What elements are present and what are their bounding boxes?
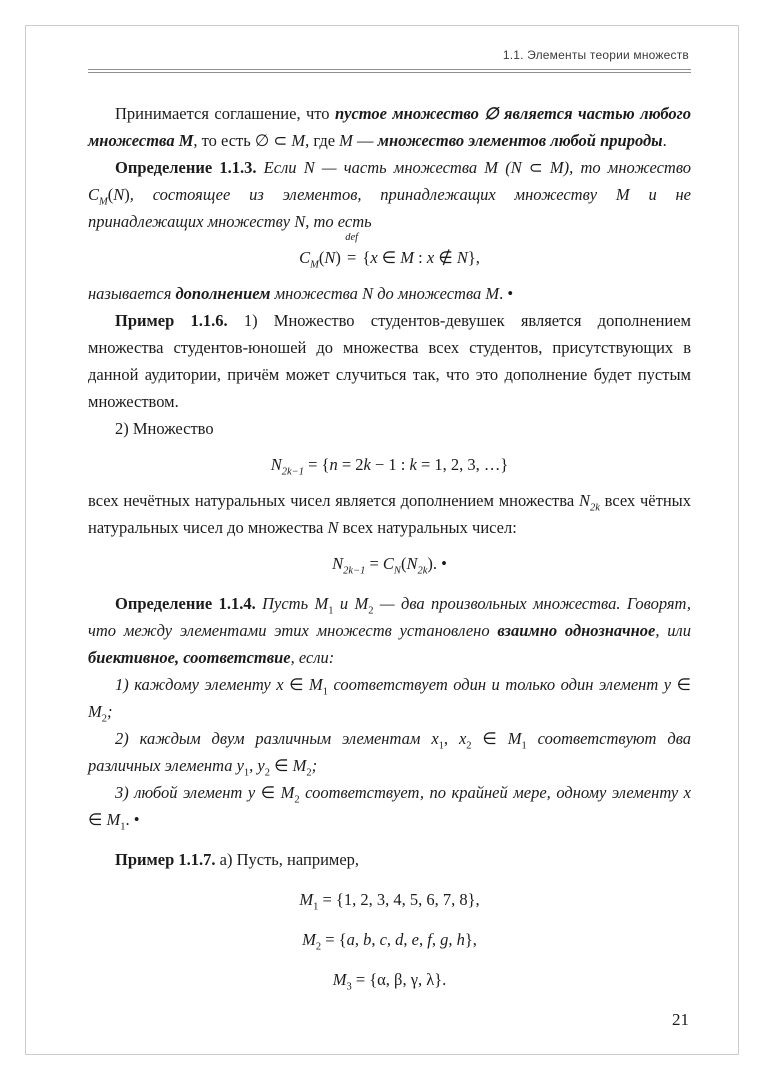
text-run: , bbox=[443, 729, 459, 748]
text-run: M bbox=[485, 284, 500, 303]
text-run: ∈ bbox=[377, 248, 401, 267]
text-run: ∈ bbox=[88, 810, 107, 829]
bijection-condition-3 bbox=[88, 779, 691, 833]
text-run: ∉ bbox=[434, 248, 457, 267]
text-run: 1 bbox=[521, 740, 527, 752]
text-run: ) bbox=[124, 185, 130, 204]
example-1-1-7 bbox=[88, 846, 691, 873]
text-run: взаимно однозначное bbox=[497, 621, 656, 640]
text-run: Пример 1.1.7. bbox=[115, 850, 216, 869]
text-run: M bbox=[615, 185, 630, 204]
text-run: N bbox=[510, 158, 522, 177]
text-run: , или bbox=[655, 621, 691, 640]
text-run: M bbox=[310, 259, 319, 271]
text-run: . • bbox=[125, 810, 140, 829]
text-run: : bbox=[414, 248, 427, 267]
text-run: x bbox=[426, 248, 435, 267]
text-run: M bbox=[299, 890, 314, 909]
text-run: всех натуральных чисел: bbox=[338, 518, 517, 537]
paragraph-called-complement bbox=[88, 280, 691, 307]
text-run: , bbox=[249, 756, 258, 775]
text-run: N bbox=[332, 554, 344, 573]
text-run: = 1, 2, 3, …} bbox=[416, 455, 509, 474]
text-run: 1 bbox=[313, 901, 319, 913]
text-run: ( bbox=[498, 158, 511, 177]
text-run: Определение 1.1.3. bbox=[115, 158, 257, 177]
text-run: N bbox=[456, 248, 468, 267]
text-run: M bbox=[280, 783, 295, 802]
text-run: , bbox=[431, 930, 441, 949]
text-run: 2 bbox=[306, 767, 312, 779]
text-run: N bbox=[327, 518, 339, 537]
text-run: N bbox=[303, 158, 315, 177]
text-run: 1) Множество студентов-девушек является дополнением множества студентов-юношей до множества всех студентов, присутствующих в данной аудитории, причём может случиться так, что это дополнение будет пустым множеством. bbox=[88, 311, 691, 411]
text-run: дополнением bbox=[175, 284, 271, 303]
text-run: M bbox=[332, 970, 347, 989]
formula-odd-naturals bbox=[88, 451, 691, 478]
text-run: 1 bbox=[328, 605, 334, 617]
text-run: 3 bbox=[346, 981, 352, 993]
formula-complement-definition bbox=[88, 232, 691, 271]
text-run: — часть множества bbox=[314, 158, 485, 177]
text-run: , bbox=[403, 930, 412, 949]
text-run: 1 bbox=[243, 767, 250, 779]
text-run: 2 bbox=[101, 713, 107, 725]
page-number: 21 bbox=[672, 1010, 689, 1029]
text-run: d bbox=[395, 930, 404, 949]
text-run: M bbox=[507, 729, 522, 748]
text-run: M bbox=[484, 158, 499, 177]
text-run: . bbox=[662, 131, 667, 150]
text-run: до множества bbox=[373, 284, 486, 303]
formula-complement-odd bbox=[88, 550, 691, 577]
formula-set-m3 bbox=[88, 966, 691, 993]
text-run: ), то множество bbox=[563, 158, 692, 177]
text-run: ; bbox=[311, 756, 318, 775]
text-run: = {1, 2, 3, 4, 5, 6, 7, 8}, bbox=[318, 890, 480, 909]
text-run: ∈ bbox=[283, 675, 309, 694]
text-run: множества bbox=[270, 284, 363, 303]
definition-1-1-3 bbox=[88, 154, 691, 235]
text-run: N bbox=[578, 491, 590, 510]
text-run: ; bbox=[107, 702, 113, 721]
text-run: Принимается соглашение, что bbox=[115, 104, 335, 123]
text-run: , bbox=[419, 930, 428, 949]
text-run: соответствуют два различных элемента bbox=[88, 729, 692, 775]
text-run: называется bbox=[88, 284, 176, 303]
text-run: ∈ bbox=[671, 675, 692, 694]
text-run: x bbox=[276, 675, 284, 694]
text-run: M bbox=[292, 756, 307, 775]
text-run: M bbox=[88, 702, 102, 721]
text-run: M bbox=[308, 675, 323, 694]
text-run: N bbox=[362, 284, 374, 303]
text-run: f bbox=[427, 930, 432, 949]
text-run: k bbox=[409, 455, 417, 474]
text-run: x bbox=[431, 729, 439, 748]
text-run: 2k bbox=[417, 565, 428, 577]
formula-set-m2 bbox=[88, 926, 691, 953]
text-run: всех чётных натуральных чисел до множества bbox=[88, 491, 691, 537]
text-run: x bbox=[683, 783, 691, 802]
text-run: M bbox=[99, 196, 108, 208]
text-run: ∈ bbox=[471, 729, 508, 748]
definition-1-1-4 bbox=[88, 590, 691, 671]
text-run: N bbox=[113, 185, 125, 204]
text-run: 1 bbox=[322, 686, 328, 698]
text-run: C bbox=[382, 554, 394, 573]
formula-set-m1 bbox=[88, 886, 691, 913]
text-run: и bbox=[333, 594, 355, 613]
text-run: , то есть bbox=[193, 131, 255, 150]
text-run: 2) каждым двум различным элементам bbox=[115, 729, 432, 748]
text-run: ( bbox=[107, 185, 114, 204]
text-run: M bbox=[106, 810, 121, 829]
text-run: Пример 1.1.6. bbox=[115, 311, 228, 330]
text-run: M bbox=[549, 158, 564, 177]
text-run: M bbox=[314, 594, 329, 613]
text-run: 1) каждому элементу bbox=[115, 675, 277, 694]
text-run: 1 bbox=[120, 821, 126, 833]
text-run: . • bbox=[499, 284, 514, 303]
text-run: x bbox=[458, 729, 467, 748]
text-run: а) Пусть, например, bbox=[215, 850, 360, 869]
text-run: ∈ bbox=[255, 783, 281, 802]
text-run: N bbox=[324, 248, 336, 267]
text-run: множество элементов любой природы bbox=[377, 131, 663, 150]
text-run: , bbox=[448, 930, 457, 949]
paragraph-empty-set-agreement bbox=[88, 100, 691, 154]
text-run: y bbox=[236, 756, 244, 775]
text-run: M bbox=[302, 930, 316, 949]
text-run: ). • bbox=[427, 554, 447, 573]
text-run: , где bbox=[305, 131, 340, 150]
text-run: x bbox=[370, 248, 378, 267]
text-run: N bbox=[294, 212, 306, 231]
text-run: ∈ bbox=[269, 756, 293, 775]
text-run: N bbox=[406, 554, 418, 573]
text-run: }, bbox=[464, 930, 477, 949]
paragraph-odd-complement-text bbox=[88, 487, 691, 541]
text-run: — bbox=[352, 131, 378, 150]
page-content bbox=[88, 48, 691, 1006]
text-run: k bbox=[363, 455, 371, 474]
text-run: , то есть bbox=[305, 212, 372, 231]
text-run: n bbox=[329, 455, 338, 474]
text-run: 2 bbox=[315, 941, 322, 953]
text-run: , bbox=[354, 930, 364, 949]
text-run: соответствует один и только один элемент bbox=[327, 675, 664, 694]
text-run: ( bbox=[318, 248, 325, 267]
text-run: 2 bbox=[466, 740, 472, 752]
section-header: 1.1. Элементы теории множеств bbox=[502, 48, 689, 62]
text-run: { bbox=[358, 248, 371, 267]
paragraph-2-set bbox=[88, 415, 691, 442]
text-run: = {α, β, γ, λ}. bbox=[351, 970, 447, 989]
text-run: , если: bbox=[290, 648, 335, 667]
text-run: c bbox=[379, 930, 387, 949]
text-run: 2 bbox=[368, 605, 374, 617]
example-1-1-6 bbox=[88, 307, 691, 415]
text-run: y bbox=[663, 675, 672, 694]
text-run: ∅ ⊂ bbox=[254, 131, 292, 150]
text-run: }, bbox=[467, 248, 480, 267]
text-run: Определение 1.1.4. bbox=[115, 594, 256, 613]
text-run: N bbox=[270, 455, 282, 474]
text-run: соответствует, по крайней мере, одному элементу bbox=[299, 783, 684, 802]
text-run: = bbox=[365, 554, 383, 573]
text-run: M bbox=[400, 248, 415, 267]
text-run: 2k−1 bbox=[343, 565, 366, 577]
text-run: e bbox=[411, 930, 419, 949]
text-run: N bbox=[393, 565, 401, 577]
text-run: 2 bbox=[294, 794, 300, 806]
text-run: C bbox=[299, 248, 311, 267]
text-run: y bbox=[247, 783, 256, 802]
text-run: = 2 bbox=[337, 455, 364, 474]
text-run: = { bbox=[321, 930, 347, 949]
text-run: ) bbox=[335, 248, 345, 267]
text-run: ⊂ bbox=[521, 158, 550, 177]
text-run: M bbox=[354, 594, 369, 613]
text-run: 3) любой элемент bbox=[115, 783, 248, 802]
text-run: h bbox=[456, 930, 465, 949]
text-run: C bbox=[88, 185, 100, 204]
text-run: M bbox=[291, 131, 306, 150]
text-run: 2 bbox=[264, 767, 270, 779]
text-run: g bbox=[440, 930, 449, 949]
text-run: , bbox=[371, 930, 380, 949]
text-run: ( bbox=[400, 554, 407, 573]
text-run: 1 bbox=[438, 740, 444, 752]
header-rule bbox=[88, 69, 691, 73]
text-run: всех нечётных натуральных чисел является дополнением множества bbox=[88, 491, 579, 510]
text-run: , bbox=[386, 930, 396, 949]
bijection-condition-2 bbox=[88, 725, 691, 779]
def-equals-sign: def = bbox=[345, 232, 359, 267]
text-run: M bbox=[339, 131, 353, 150]
running-header bbox=[88, 48, 691, 73]
text-run: Пусть bbox=[255, 594, 315, 613]
bijection-condition-1 bbox=[88, 671, 691, 725]
text-run: 2k bbox=[589, 502, 600, 514]
text-run: — два произвольных множества. Говорят, что между элементами этих множеств установлено bbox=[88, 594, 691, 640]
text-run: y bbox=[257, 756, 265, 775]
text-run: пустое множество ∅ является частью любого множества М bbox=[88, 104, 691, 150]
text-run: = { bbox=[303, 455, 330, 474]
text-run: − 1 : bbox=[370, 455, 410, 474]
text-run: a bbox=[346, 930, 355, 949]
text-run: b bbox=[363, 930, 372, 949]
text-run: и не принадлежащих множеству bbox=[88, 185, 692, 231]
text-run: биективное, соответствие bbox=[88, 648, 291, 667]
text-run: 2k−1 bbox=[281, 466, 304, 478]
text-run: Если bbox=[256, 158, 304, 177]
text-run: 2) Множество bbox=[115, 419, 214, 438]
text-run: , состоящее из элементов, принадлежащих множеству bbox=[129, 185, 616, 204]
